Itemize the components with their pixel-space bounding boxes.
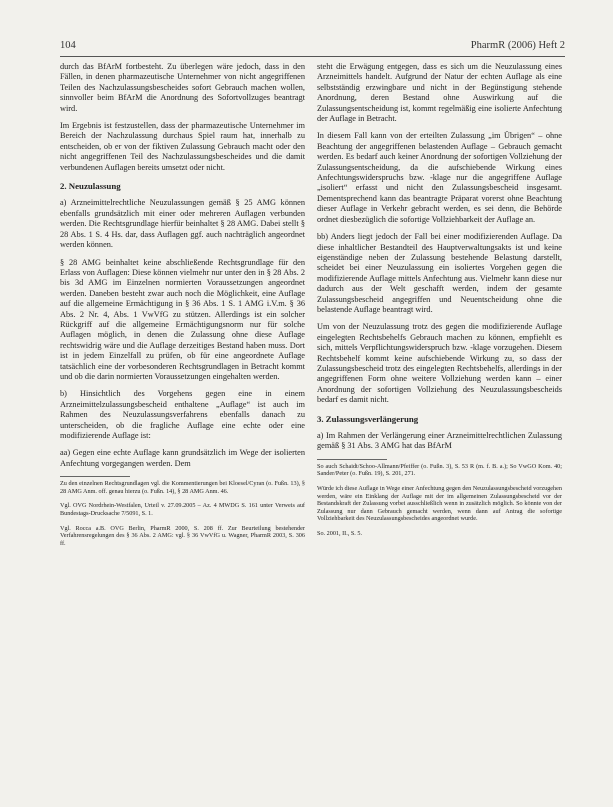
paragraph: aa) Gegen eine echte Auflage kann grundsätzlich im Wege der isolierten Anfechtung vorgegangen werden. Dem — [60, 448, 305, 468]
paragraph: b) Hinsichtlich des Vorgehens gegen eine in einem Arzneimittelzulassungsbescheid enthaltene „Auflage“ ist auch im Rahmen des Neuzulassungsverfahrens ebenfalls danach zu unterscheiden, ob die fragliche Auflage eine echte oder eine modifizierende Auflage ist: — [60, 389, 305, 440]
footnote: Vgl. Rocca a.B. OVG Berlin, PharmR 2000, S. 208 ff. Zur Beurteilung bestehender Verfahrensregelungen des § 36 Abs. 2 AMG: vgl. § 36 VwVfG u. Wagner, PharmR 2003, S. 306 ff. — [60, 524, 305, 547]
footnote: So auch Schaidt/Schoo-Allmann/Pfeiffer (o. Fußn. 3), S. 53 R (m. f. B. a.); So VwGO Kom. 40; Sander/Peter (o. Fußn. 19), S. 201, 271. — [317, 462, 562, 478]
footnote-rule — [60, 476, 130, 477]
left-column — [60, 62, 305, 770]
footnote: Zu den einzelnen Rechtsgrundlagen vgl. die Kommentierungen bei Kloesel/Cyran (o. Fußn. 13), § 28 AMG Anm. off. genau hierzu (o. Fußn. 14), § 28 AMG Anm. 46. — [60, 480, 305, 495]
paragraph: Im Ergebnis ist festzustellen, dass der pharmazeutische Unternehmer im Bereich der Nachzulassung durchaus Spiel raum hat, innerhalb zu entscheiden, ob er von der fiktiven Zulassung Gebrauch macht oder den nicht angegriffenen Teil des Nachzulassungsbescheides und die damit verbundenen Auflagen bereits umsetzt oder nicht. — [60, 121, 305, 172]
paragraph: a) Im Rahmen der Verlängerung einer Arzneimittelrechtlichen Zulassung gemäß § 31 Abs. 3 AMG hat das BfArM — [317, 431, 562, 451]
footnote-rule — [317, 459, 387, 460]
paragraph: steht die Erwägung entgegen, dass es sich um die Neuzulassung eines Arzneimittels handelt. Aufgrund der Natur der echten Auflage als eine selbstständig erzwingbare und nicht in der Begünstigung stehende Anordnung, deren Bestand ohne Auswirkung auf die Zulassungsentscheidung ist, kommt regelmäßig eine isolierte Anfechtung der Auflage in Betracht. — [317, 62, 562, 124]
section-heading: 3. Zulassungsverlängerung — [317, 413, 419, 424]
paragraph: In diesem Fall kann von der erteilten Zulassung „im Übrigen“ – ohne Beachtung der angegriffenen belastenden Auflage – Gebrauch gemacht werden. Es bedarf auch keiner Anordnung der sofortigen Vollziehung der Zulassungsentscheidung, da die aufschiebende Wirkung eines Anfechtungswiderspruchs bzw. -klage nur die angegriffene Auflage „isoliert“ erfasst und nicht den Zulassungsbescheid insgesamt. Dementsprechend kann das beantragte Präparat vorerst ohne Beachtung dieser Auflage in Verkehr gebracht werden, es sei denn, die Behörde ordnet diesbezüglich die sofortige Vollziehbarkeit der Auflage an. — [317, 131, 562, 224]
footnote: Würde ich diese Auflage in Wege einer Anfechtung gegen den Neuzulassungsbescheid vorzugehen werden, wäre ein Einklang der Auflage mit der im allgemeinen Zulassungsbescheid vor der Bestandskraft der Zulassung vorbei ausschließlich wenn in zusätzlich möglich. So könnte von der Zulassung nur dann Gebrauch gemacht werden, wenn dann auf Antrag die sofortige Vollziehbarkeit des Neuzulassungsbescheides angeordnet wurde. — [317, 485, 562, 523]
footnote: Vgl. OVG Nordrhein-Westfalen, Urteil v. 27.09.2005 – Az. 4 MWDG S. 161 unter Verweis auf Bundestags-Drucksache 7/5091, S. 1. — [60, 502, 305, 517]
page-number: 104 — [60, 40, 76, 51]
running-header — [60, 40, 565, 56]
footnote: So. 2001, II., S. 5. — [317, 529, 363, 537]
right-column — [317, 62, 562, 770]
paragraph: durch das BfArM fortbesteht. Zu überlegen wäre jedoch, dass in den Fällen, in denen pharmazeutische Unternehmer von nicht angegriffenen Teilen des Nachzulassungsbescheides sofort Gebrauch machen wollen, sinnvoller beim BfArM die Anordnung des Sofortvollzuges beantragt wird. — [60, 62, 305, 113]
paragraph: Um von der Neuzulassung trotz des gegen die modifizierende Auflage eingelegten Rechtsbehelfs Gebrauch machen zu können, empfiehlt es sich, mittels Verpflichtungswiderspruch bzw. -klage vorzugehen. Diesem Rechtsbehelf kommt keine aufschiebende Wirkung zu, so dass der Zulassungsbescheid trotz des eingelegten Rechtsbehelfs, allerdings in der angegriffenen Form ohne weitere Vollziehung werden kann – einer Anordnung der sofortigen Vollziehung des Neuzulassungsbescheids bedarf es damit nicht. — [317, 322, 562, 405]
paragraph: § 28 AMG beinhaltet keine abschließende Rechtsgrundlage für den Erlass von Auflagen: Diese können vielmehr nur unter den in § 28 Abs. 2 bis 3d AMG im Einzelnen normierten Voraussetzungen angeordnet werden. Daneben besteht zwar auch noch die Möglichkeit, eine Auflage auf die allgemeine Ermächtigung in § 36 Abs. 1 S. 1 AMG i.V.m. § 36 Abs. 2 Nr. 4, Abs. 1 VwVfG zu stützen. Allerdings ist ein solcher Rückgriff auf die allgemeine Ermächtigungsnorm nur für solche Auflagen möglich, in denen die Zulassung ohne diese Auflage rechtswidrig wäre und die Auflage derzeitiges Bestand haben muss. Dort ist in jedem Einzelfall zu prüfen, ob für eine angeordnete Auflage tatsächlich eine der vorbesonderen Rechtsgrundlagen in Betracht kommt und ob die darin normierten Voraussetzungen eingehalten werden. — [60, 257, 305, 381]
paragraph: bb) Anders liegt jedoch der Fall bei einer modifizierenden Auflage. Da diese inhaltlicher Bestandteil des Hauptverwaltungsakts ist und keine eigenständige neben der Zulassung bestehende Belastung darstellt, scheidet bei einer Neuzulassung ein isoliertes Vorgehen gegen die modifizierende Auflage mittels Anfechtung aus. Vielmehr kann diese nur dadurch aus der Welt geschafft werden, indem der gesamte Zulassungsbescheid angegriffen und Neuentscheidung ohne die belastende Auflage beantragt wird. — [317, 232, 562, 314]
journal-title: PharmR (2006) Heft 2 — [470, 40, 565, 51]
paragraph: a) Arzneimittelrechtliche Neuzulassungen gemäß § 25 AMG können ebenfalls grundsätzlich mit einer oder mehreren Auflagen verbunden werden. Die Rechtsgrundlage hierfür beinhaltet § 28 AMG. Dabei stellt § 28 Abs. 1 S. 4 Hs. dar, dass Auflagen ggf. auch nachträglich angeordnet werden können. — [60, 198, 305, 250]
header-rule — [60, 56, 565, 57]
section-heading: 2. Neuzulassung — [60, 181, 121, 192]
